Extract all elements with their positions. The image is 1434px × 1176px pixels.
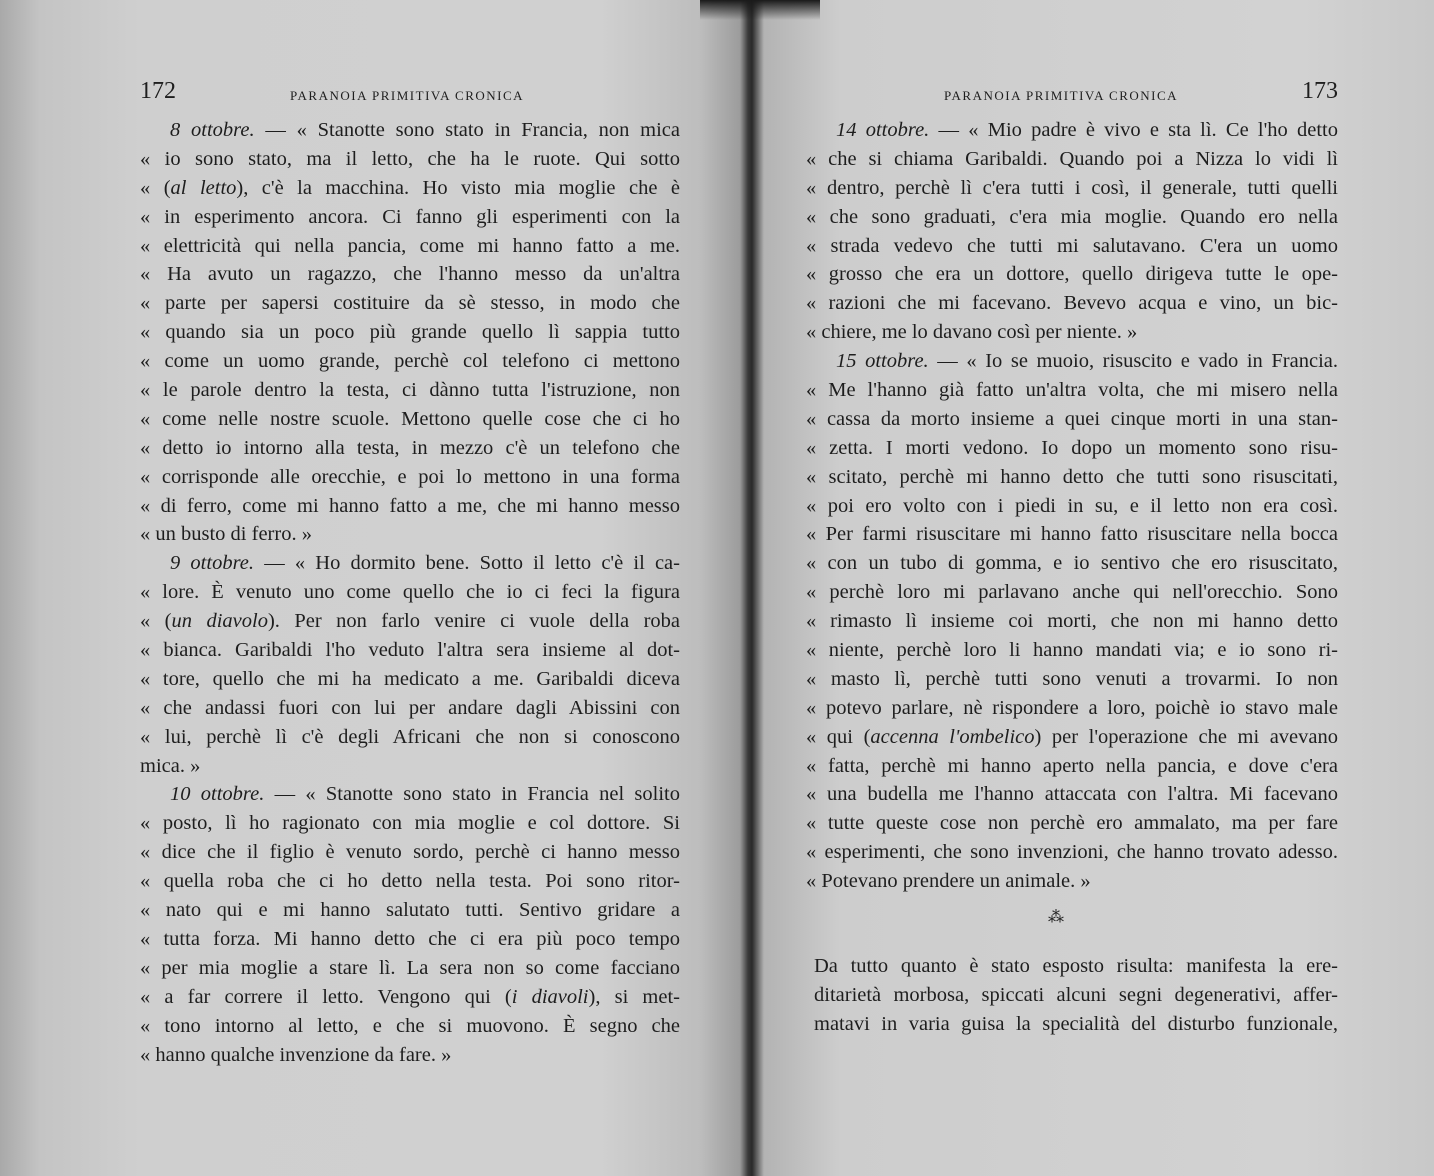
text-line bbox=[806, 578, 1338, 607]
text-line bbox=[140, 723, 680, 752]
text-segment: « scitato, perchè mi hanno detto che tutti sono risuscitati, bbox=[806, 465, 1338, 488]
text-segment: « strada vedevo che tutti mi salutavano. C'era un uomo bbox=[806, 234, 1338, 257]
text-line bbox=[806, 780, 1338, 809]
text-line bbox=[806, 203, 1338, 232]
text-segment: « razioni che mi facevano. Bevevo acqua e vino, un bic- bbox=[806, 292, 1338, 315]
text-segment: ), c'è la macchina. Ho visto mia moglie che è bbox=[236, 176, 680, 199]
right-page-body bbox=[806, 116, 1338, 896]
text-line bbox=[806, 405, 1338, 434]
text-segment: — « Io se muoio, risuscito e vado in Francia. bbox=[928, 350, 1338, 373]
running-title: PARANOIA PRIMITIVA CRONICA bbox=[944, 88, 1179, 103]
text-line bbox=[140, 434, 680, 463]
text-segment: « poi ero volto con i piedi in su, e il letto non era così. bbox=[806, 494, 1338, 517]
right-page bbox=[806, 0, 1338, 1176]
text-line bbox=[814, 981, 1338, 1010]
text-segment: ) per l'operazione che mi avevano bbox=[1034, 725, 1338, 748]
text-segment: « che si chiama Garibaldi. Quando poi a Nizza lo vidi lì bbox=[806, 147, 1338, 170]
text-line bbox=[806, 723, 1338, 752]
left-page bbox=[140, 0, 680, 1176]
text-segment: « elettricità qui nella pancia, come mi hanno fatto a me. bbox=[140, 234, 680, 257]
text-segment: « in esperimento ancora. Ci fanno gli esperimenti con la bbox=[140, 205, 680, 228]
text-line bbox=[140, 925, 680, 954]
text-segment: « tono intorno al letto, e che si muovono. È segno che bbox=[140, 1014, 680, 1037]
text-segment: « come un uomo grande, perchè col telefono ci mettono bbox=[140, 350, 680, 373]
text-line bbox=[140, 578, 680, 607]
text-segment: « tutte queste cose non perchè ero ammalato, ma per fare bbox=[806, 812, 1338, 835]
text-line bbox=[806, 838, 1338, 867]
text-line bbox=[140, 347, 680, 376]
text-line bbox=[140, 1012, 680, 1041]
text-line bbox=[140, 549, 680, 578]
text-segment: « Ha avuto un ragazzo, che l'hanno messo da un'altra bbox=[140, 263, 680, 286]
text-line bbox=[806, 549, 1338, 578]
text-segment: « dentro, perchè lì c'era tutti i così, il generale, tutti quelli bbox=[806, 176, 1338, 199]
text-segment: « le parole dentro la testa, ci dànno tutta l'istruzione, non bbox=[140, 379, 680, 402]
text-line bbox=[806, 260, 1338, 289]
text-line bbox=[140, 116, 680, 145]
text-segment: « detto io intorno alla testa, in mezzo c'è un telefono che bbox=[140, 436, 680, 459]
text-segment: « lore. È venuto uno come quello che io ci feci la figura bbox=[140, 581, 680, 604]
text-segment: « io sono stato, ma il letto, che ha le ruote. Qui sotto bbox=[140, 147, 680, 170]
text-line bbox=[140, 289, 680, 318]
text-line bbox=[806, 492, 1338, 521]
text-line bbox=[140, 492, 680, 521]
text-line bbox=[140, 694, 680, 723]
italic-text: i diavoli bbox=[511, 985, 589, 1008]
text-segment: « corrisponde alle orecchie, e poi lo mettono in una forma bbox=[140, 465, 680, 488]
text-line bbox=[140, 636, 680, 665]
text-segment: « come nelle nostre scuole. Mettono quelle cose che ci ho bbox=[140, 407, 680, 430]
text-segment: « Per farmi risuscitare mi hanno fatto risuscitare nella bocca bbox=[806, 523, 1338, 546]
text-segment: « posto, lì ho ragionato con mia moglie e col dottore. Si bbox=[140, 812, 680, 835]
italic-text: 8 ottobre. bbox=[170, 119, 255, 141]
page-number: 172 bbox=[140, 78, 176, 104]
italic-text: un diavolo bbox=[171, 610, 268, 633]
text-line bbox=[806, 318, 1338, 347]
text-line bbox=[140, 780, 680, 809]
text-line bbox=[140, 665, 680, 694]
text-line bbox=[806, 174, 1338, 203]
text-line bbox=[814, 1010, 1338, 1039]
text-segment: « per mia moglie a stare lì. La sera non so come facciano bbox=[140, 956, 680, 979]
text-segment: « qui ( bbox=[806, 725, 871, 748]
text-segment: — « Ho dormito bene. Sotto il letto c'è il ca- bbox=[254, 552, 680, 575]
italic-text: 15 ottobre. bbox=[836, 350, 929, 373]
text-line bbox=[806, 145, 1338, 174]
text-line bbox=[140, 752, 680, 781]
text-line bbox=[140, 809, 680, 838]
text-line bbox=[140, 954, 680, 983]
text-segment: « parte per sapersi costituire da sè stesso, in modo che bbox=[140, 292, 680, 315]
text-line bbox=[140, 607, 680, 636]
text-segment: « tore, quello che mi ha medicato a me. Garibaldi diceva bbox=[140, 667, 680, 690]
text-segment: ), si met- bbox=[588, 985, 680, 1008]
text-line bbox=[806, 665, 1338, 694]
text-line bbox=[140, 1041, 680, 1070]
text-segment: « quando sia un poco più grande quello lì sappia tutto bbox=[140, 321, 680, 344]
text-line bbox=[140, 520, 680, 549]
text-line bbox=[140, 867, 680, 896]
text-line bbox=[806, 116, 1338, 145]
text-segment: « ( bbox=[140, 610, 172, 633]
text-line bbox=[814, 952, 1338, 981]
text-segment: « hanno qualche invenzione da fare. » bbox=[140, 1043, 452, 1066]
text-segment: — « Mio padre è vivo e sta lì. Ce l'ho detto bbox=[929, 119, 1338, 141]
text-line bbox=[806, 289, 1338, 318]
text-line bbox=[140, 174, 680, 203]
italic-text: accenna l'ombelico bbox=[870, 725, 1035, 748]
text-line bbox=[806, 694, 1338, 723]
italic-text: 9 ottobre. bbox=[170, 552, 255, 575]
gutter-shadow bbox=[700, 0, 820, 20]
text-line bbox=[806, 752, 1338, 781]
text-segment: « masto lì, perchè tutti sono venuti a trovarmi. Io non bbox=[806, 667, 1338, 690]
asterism: ⁂ bbox=[1048, 909, 1064, 926]
text-line bbox=[140, 203, 680, 232]
right-page-header bbox=[806, 78, 1338, 114]
text-line bbox=[140, 318, 680, 347]
text-segment: « esperimenti, che sono invenzioni, che hanno trovato adesso. bbox=[806, 841, 1338, 864]
text-segment: « cassa da morto insieme a quei cinque morti in una stan- bbox=[806, 407, 1338, 430]
italic-text: 10 ottobre. bbox=[170, 783, 265, 806]
conclusion-paragraph bbox=[814, 952, 1338, 1039]
text-line bbox=[806, 809, 1338, 838]
text-segment: — « Stanotte sono stato in Francia nel solito bbox=[264, 783, 680, 806]
text-segment: « Me l'hanno già fatto un'altra volta, che mi misero nella bbox=[806, 379, 1338, 402]
text-segment: « ( bbox=[140, 176, 171, 199]
text-segment: « fatta, perchè mi hanno aperto nella pancia, e dove c'era bbox=[806, 754, 1338, 777]
text-segment: « potevo parlare, nè rispondere a loro, poichè io stavo male bbox=[806, 696, 1338, 719]
running-title: PARANOIA PRIMITIVA CRONICA bbox=[290, 88, 525, 103]
text-segment: « a far correre il letto. Vengono qui ( bbox=[140, 985, 512, 1008]
text-segment: « lui, perchè lì c'è degli Africani che non si conoscono bbox=[140, 725, 680, 748]
text-line bbox=[806, 434, 1338, 463]
text-line bbox=[140, 145, 680, 174]
text-segment: « zetta. I morti vedono. Io dopo un momento sono risu- bbox=[806, 436, 1338, 459]
text-segment: « bianca. Garibaldi l'ho veduto l'altra sera insieme al dot- bbox=[140, 639, 680, 662]
text-segment: « quella roba che ci ho detto nella testa. Poi sono ritor- bbox=[140, 870, 680, 893]
text-segment: matavi in varia guisa la specialità del disturbo funzionale, bbox=[814, 1012, 1338, 1035]
text-segment: « una budella me l'hanno attaccata con l'altra. Mi facevano bbox=[806, 783, 1338, 806]
page-number: 173 bbox=[1302, 78, 1338, 104]
text-line bbox=[806, 867, 1338, 896]
text-segment: « Potevano prendere un animale. » bbox=[806, 870, 1091, 893]
text-segment: « di ferro, come mi hanno fatto a me, che mi hanno messo bbox=[140, 494, 680, 517]
text-line bbox=[806, 376, 1338, 405]
text-segment: mica. » bbox=[140, 754, 201, 777]
left-page-header bbox=[140, 78, 680, 114]
text-segment: « grosso che era un dottore, quello dirigeva tutte le ope- bbox=[806, 263, 1338, 286]
text-segment: « perchè loro mi parlavano anche qui nell'orecchio. Sono bbox=[806, 581, 1338, 604]
text-segment: « chiere, me lo davano così per niente. » bbox=[806, 321, 1138, 344]
text-segment: — « Stanotte sono stato in Francia, non mica bbox=[254, 119, 680, 141]
text-segment: ditarietà morbosa, spiccati alcuni segni degenerativi, affer- bbox=[814, 983, 1338, 1006]
italic-text: al letto bbox=[170, 176, 237, 199]
text-line bbox=[140, 983, 680, 1012]
text-line bbox=[140, 376, 680, 405]
text-segment: « nato qui e mi hanno salutato tutti. Sentivo gridare a bbox=[140, 899, 680, 922]
text-segment: « rimasto lì insieme coi morti, che non mi hanno detto bbox=[806, 610, 1338, 633]
text-segment: « niente, perchè loro li hanno mandati via; e io sono ri- bbox=[806, 639, 1338, 662]
text-line bbox=[806, 347, 1338, 376]
text-segment: « che andassi fuori con lui per andare dagli Abissini con bbox=[140, 696, 680, 719]
text-line bbox=[140, 463, 680, 492]
text-segment: « tutta forza. Mi hanno detto che ci era più poco tempo bbox=[140, 927, 680, 950]
text-line bbox=[806, 232, 1338, 261]
left-page-body bbox=[140, 116, 680, 1069]
text-segment: Da tutto quanto è stato esposto risulta: manifesta la ere- bbox=[814, 955, 1338, 977]
text-line bbox=[806, 636, 1338, 665]
text-line bbox=[806, 463, 1338, 492]
text-segment: « dice che il figlio è venuto sordo, perchè ci hanno messo bbox=[140, 841, 680, 864]
text-line bbox=[140, 260, 680, 289]
text-segment: « un busto di ferro. » bbox=[140, 523, 312, 546]
text-line bbox=[806, 607, 1338, 636]
text-line bbox=[140, 896, 680, 925]
text-segment: ). Per non farlo venire ci vuole della roba bbox=[267, 610, 680, 633]
text-segment: « che sono graduati, c'era mia moglie. Quando ero nella bbox=[806, 205, 1338, 228]
text-line bbox=[140, 405, 680, 434]
text-line bbox=[806, 520, 1338, 549]
italic-text: 14 ottobre. bbox=[836, 119, 930, 141]
text-segment: « con un tubo di gomma, e io sentivo che ero risuscitato, bbox=[806, 552, 1338, 575]
text-line bbox=[140, 232, 680, 261]
text-line bbox=[140, 838, 680, 867]
